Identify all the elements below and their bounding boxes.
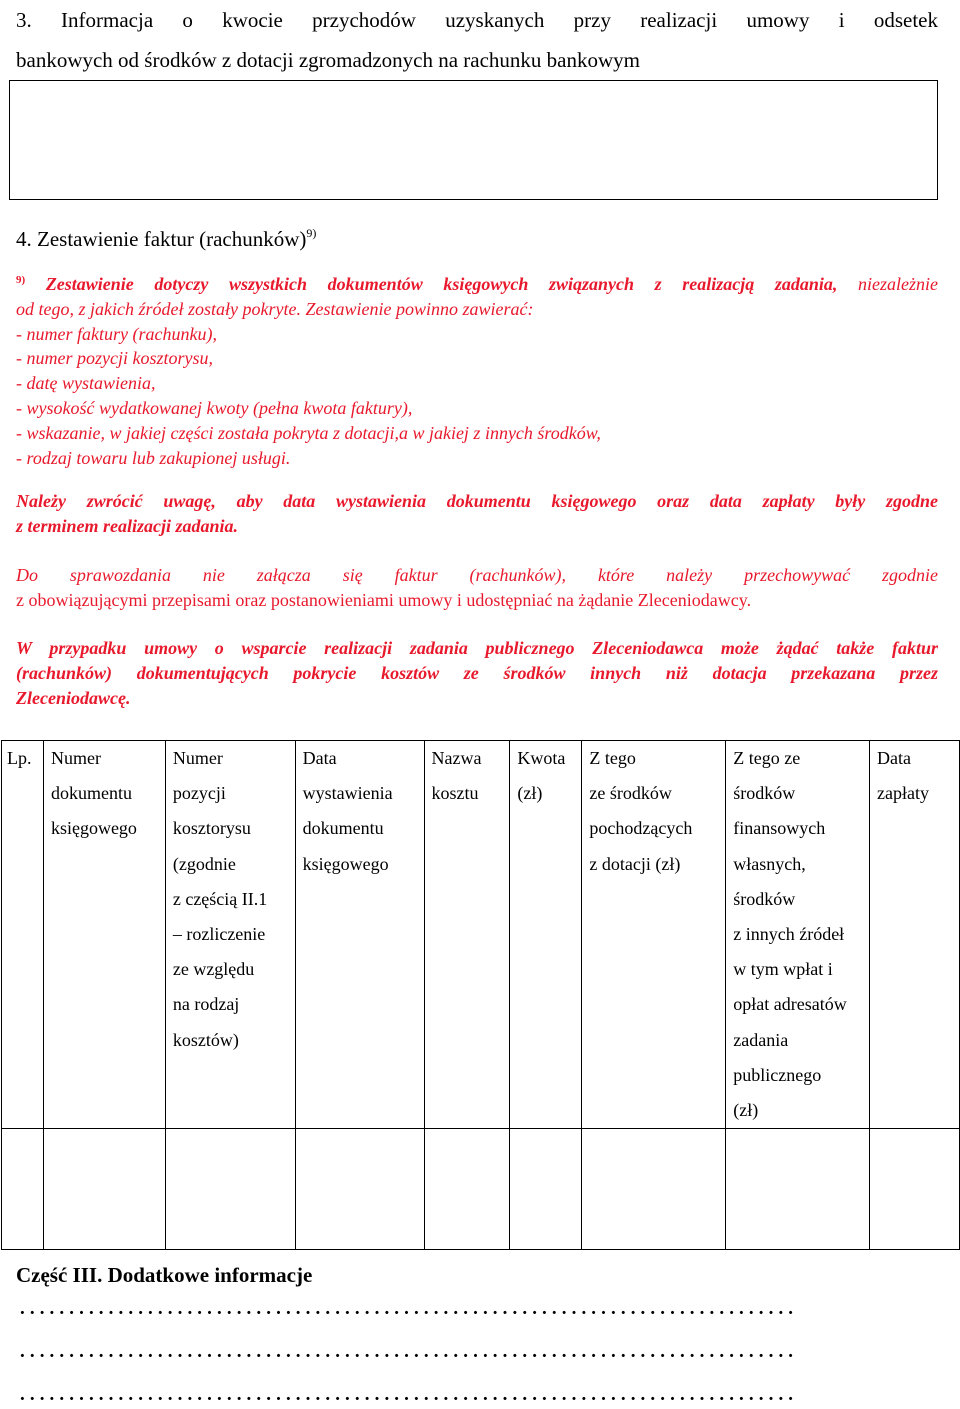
col-header-line: z dotacji (zł) (589, 853, 681, 874)
footnote-line-1 (16, 268, 938, 297)
col-header-own-funds (726, 741, 870, 1129)
footnote-marker: 9) (16, 274, 26, 286)
date-warning (16, 489, 938, 539)
col-header-line: z częścią II.1 (172, 888, 268, 909)
support-note (16, 636, 938, 711)
col-header-line: Numer (50, 748, 101, 768)
col-header-line: (zgodnie (172, 853, 236, 874)
support-note-line-2: (rachunków) dokumentujących pokrycie kosztów ze środków innych niż dotacja przekazana przez (16, 663, 938, 683)
col-header-line: wystawienia (302, 783, 393, 804)
col-header-line: w tym wpłat i (733, 959, 833, 980)
col-header-line: Data (877, 748, 912, 768)
table-cell[interactable] (726, 1129, 870, 1250)
footnote-item: - rodzaj towaru lub zakupionej usługi. (16, 447, 291, 468)
table-cell[interactable] (582, 1129, 726, 1250)
col-header-line: Numer (172, 748, 223, 768)
section-3-line-2: bankowych od środków z dotacji zgromadzonych na rachunku bankowym (16, 48, 640, 72)
col-header-line: dokumentu (50, 783, 132, 804)
footnote-item: - numer faktury (rachunku), (16, 323, 217, 344)
date-warning-line-1: Należy zwrócić uwagę, aby data wystawienia dokumentu księgowego oraz data zapłaty były zgodne (16, 491, 938, 511)
section-3-heading (16, 0, 938, 80)
col-header-line: zapłaty (877, 783, 930, 804)
col-header-line: księgowego (302, 853, 389, 874)
footnote-item: - datę wystawienia, (16, 373, 156, 394)
col-header-line: Nazwa (431, 748, 482, 768)
footnote-item: - wysokość wydatkowanej kwoty (pełna kwota faktury), (16, 397, 413, 418)
table-cell[interactable] (870, 1129, 960, 1250)
section-4-heading (16, 226, 316, 252)
col-header-issue-date (295, 741, 424, 1129)
col-header-line: zadania (733, 1029, 789, 1050)
col-header-line: na rodzaj (172, 994, 240, 1015)
section-4-title: 4. Zestawienie faktur (rachunków) (16, 227, 307, 251)
footnote-line-2 (16, 299, 533, 319)
col-header-line: opłat adresatów (733, 994, 847, 1015)
dotted-line[interactable]: ............................................................................... (20, 1298, 799, 1319)
col-header-line: pozycji (172, 783, 226, 804)
table-cell[interactable] (424, 1129, 510, 1250)
dotted-line[interactable]: ............................................................................... (20, 1341, 799, 1362)
attachment-note (16, 563, 938, 613)
col-header-line: kosztów) (172, 1029, 239, 1050)
col-header-line: – rozliczenie (172, 924, 266, 945)
col-header-line: środków (733, 888, 796, 909)
col-header-line: Lp. (7, 748, 32, 768)
col-header-cost-name (424, 741, 510, 1129)
footnote-9 (16, 268, 938, 470)
col-header-line: kosztorysu (172, 818, 251, 839)
col-header-grant-amount (582, 741, 726, 1129)
col-header-line: własnych, (733, 853, 806, 874)
support-note-line-3: Zleceniodawcę. (16, 688, 131, 708)
table-cell[interactable] (510, 1129, 582, 1250)
col-header-line: ze środków (589, 783, 672, 804)
col-header-line: Data (302, 748, 337, 768)
dotted-line[interactable]: ............................................................................... (20, 1384, 799, 1405)
col-header-line: publicznego (733, 1064, 822, 1085)
col-header-line: dokumentu (302, 818, 384, 839)
footnote-item: - wskazanie, w jakiej części została pokryta z dotacji,a w jakiej z innych środków, (16, 422, 601, 443)
col-header-line: ze względu (172, 959, 255, 980)
attachment-note-line-2: z obowiązującymi przepisami oraz postanowieniami umowy i udostępniać na żądanie Zleceniodawcy. (16, 590, 752, 610)
col-header-line: (zł) (517, 783, 543, 804)
table-cell[interactable] (295, 1129, 424, 1250)
attachment-note-line-1: Do sprawozdania nie załącza się faktur (rachunków), które należy przechowywać zgodnie (16, 565, 938, 585)
col-header-line: Kwota (517, 748, 566, 768)
col-header-payment-date (870, 741, 960, 1129)
col-header-line: finansowych (733, 818, 826, 839)
footnote-line-2-rest: Zestawienie powinno zawierać: (300, 298, 534, 319)
footnote-text-rest: niezależnie (837, 274, 939, 294)
col-header-line: (zł) (733, 1100, 759, 1121)
col-header-line: Z tego ze (733, 748, 801, 768)
footnote-item: - numer pozycji kosztorysu, (16, 348, 213, 369)
col-header-cost-item (165, 741, 295, 1129)
table-row (2, 1129, 960, 1250)
table-cell[interactable] (43, 1129, 165, 1250)
support-note-line-1: W przypadku umowy o wsparcie realizacji zadania publicznego Zleceniodawca może żądać także faktur (16, 638, 938, 658)
col-header-line: księgowego (50, 818, 137, 839)
footnote-line-2-start: od tego, z jakich źródeł zostały pokryte. (16, 298, 301, 319)
part-3-title: Część III. Dodatkowe informacje (16, 1263, 313, 1287)
income-info-box[interactable] (9, 80, 938, 200)
col-header-line: z innych źródeł (733, 924, 845, 945)
col-header-lp (2, 741, 44, 1129)
footnote-bold-text: Zestawienie dotyczy wszystkich dokumentów księgowych związanych z realizacją zadania, (45, 274, 838, 294)
section-4-footnote-ref: 9) (306, 226, 317, 240)
table-header-row (2, 741, 960, 1129)
col-header-line: środków (733, 783, 796, 804)
col-header-amount (510, 741, 582, 1129)
col-header-line: kosztu (431, 783, 479, 804)
section-3-line-1: 3. Informacja o kwocie przychodów uzyskanych przy realizacji umowy i odsetek (16, 8, 938, 32)
invoice-table (1, 740, 960, 1250)
table-cell[interactable] (165, 1129, 295, 1250)
col-header-line: Z tego (589, 748, 636, 768)
table-cell[interactable] (2, 1129, 44, 1250)
col-header-line: pochodzących (589, 818, 693, 839)
date-warning-line-2: z terminem realizacji zadania. (16, 516, 239, 536)
col-header-doc-number (43, 741, 165, 1129)
